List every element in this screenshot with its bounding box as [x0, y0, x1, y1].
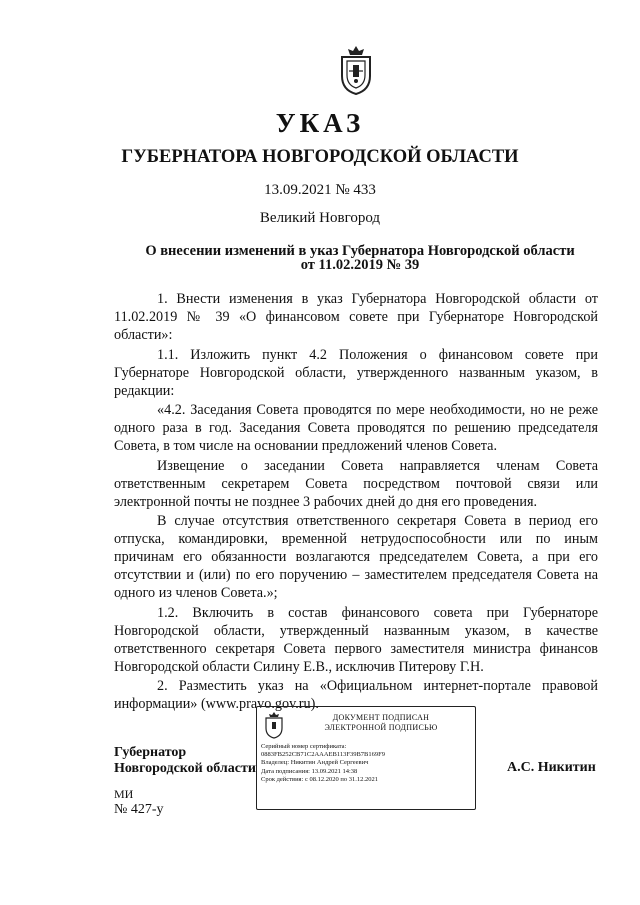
stamp-header-line-1: ДОКУМЕНТ ПОДПИСАН	[332, 713, 430, 722]
coat-of-arms-emblem	[336, 44, 376, 96]
stamp-details	[261, 743, 385, 784]
signer-title-line-1: Губернатор	[114, 745, 187, 760]
body-paragraph: Извещение о заседании Совета направляется членам Совета ответственным секретарем Совета посредством почтовой связи или электронной почты не позднее 3 рабочих дней до дня его проведения.	[114, 457, 598, 510]
body-paragraph: 1. Внести изменения в указ Губернатора Новгородской области от 11.02.2019 № 39 «О финансовом совете при Губернаторе Новгородской области»:	[114, 291, 598, 343]
electronic-signature-stamp	[256, 706, 476, 810]
stamp-detail-line: Срок действия: с 08.12.2020 по 31.12.2021	[261, 775, 378, 783]
stamp-emblem-icon	[263, 711, 285, 739]
document-heading	[100, 244, 620, 272]
executor-initials: МИ	[114, 787, 134, 801]
date-number-line: 13.09.2021 № 433	[264, 182, 376, 198]
stamp-detail-line: 0883FB252CB71C2AAAEB113F39B7B169F9	[261, 751, 386, 759]
document-title: УКАЗ	[275, 108, 365, 138]
signer-name: А.С. Никитин	[507, 760, 596, 775]
stamp-detail-line: Владелец: Никитин Андрей Сергеевич	[261, 759, 369, 767]
document-body	[114, 290, 598, 715]
body-paragraph: «4.2. Заседания Совета проводятся по мере необходимости, но не реже одного раза в год. Заседания Совета проводятся по решению председателя Совета, в том числе на основании предложений членов Совета.	[114, 402, 598, 454]
body-paragraph: 2. Разместить указ на «Официальном интернет-портале правовой информации» (www.pravo.gov.ru).	[114, 678, 598, 712]
signer-title-line-2: Новгородской области	[114, 761, 256, 776]
stamp-detail-line: Дата подписания: 13.09.2021 14:38	[261, 767, 358, 775]
stamp-header-line-2: ЭЛЕКТРОННОЙ ПОДПИСЬЮ	[324, 723, 438, 732]
body-paragraph: 1.1. Изложить пункт 4.2 Положения о финансовом совете при Губернаторе Новгородской области, утвержденного названным указом, в редакции:	[114, 346, 598, 399]
issuer-subtitle: ГУБЕРНАТОРА НОВГОРОДСКОЙ ОБЛАСТИ	[121, 147, 519, 167]
stamp-header	[291, 713, 471, 733]
body-paragraph: В случае отсутствия ответственного секретаря Совета в период его отпуска, командировки, временной нетрудоспособности или по иным причинам его обязанности возлагаются председателем Совета, а при его отсутствии и (или) по его поручению – заместителем председателя Совета на одного из членов Совета.»;	[114, 513, 598, 601]
signer-title	[114, 745, 256, 777]
city-line: Великий Новгород	[259, 210, 381, 226]
stamp-detail-line: Серийный номер сертификата:	[261, 743, 347, 750]
heading-line-1: О внесении изменений в указ Губернатора Новгородской области	[145, 243, 575, 259]
heading-line-2: от 11.02.2019 № 39	[300, 257, 420, 273]
body-paragraph: 1.2. Включить в состав финансового совета при Губернаторе Новгородской области, утвержденный названным указом, в качестве ответственного секретаря Совета первого заместителя министра финансов Новгородской области Силину Е.В., исключив Питерову Г.Н.	[114, 604, 598, 675]
registration-number: № 427-у	[114, 802, 164, 817]
